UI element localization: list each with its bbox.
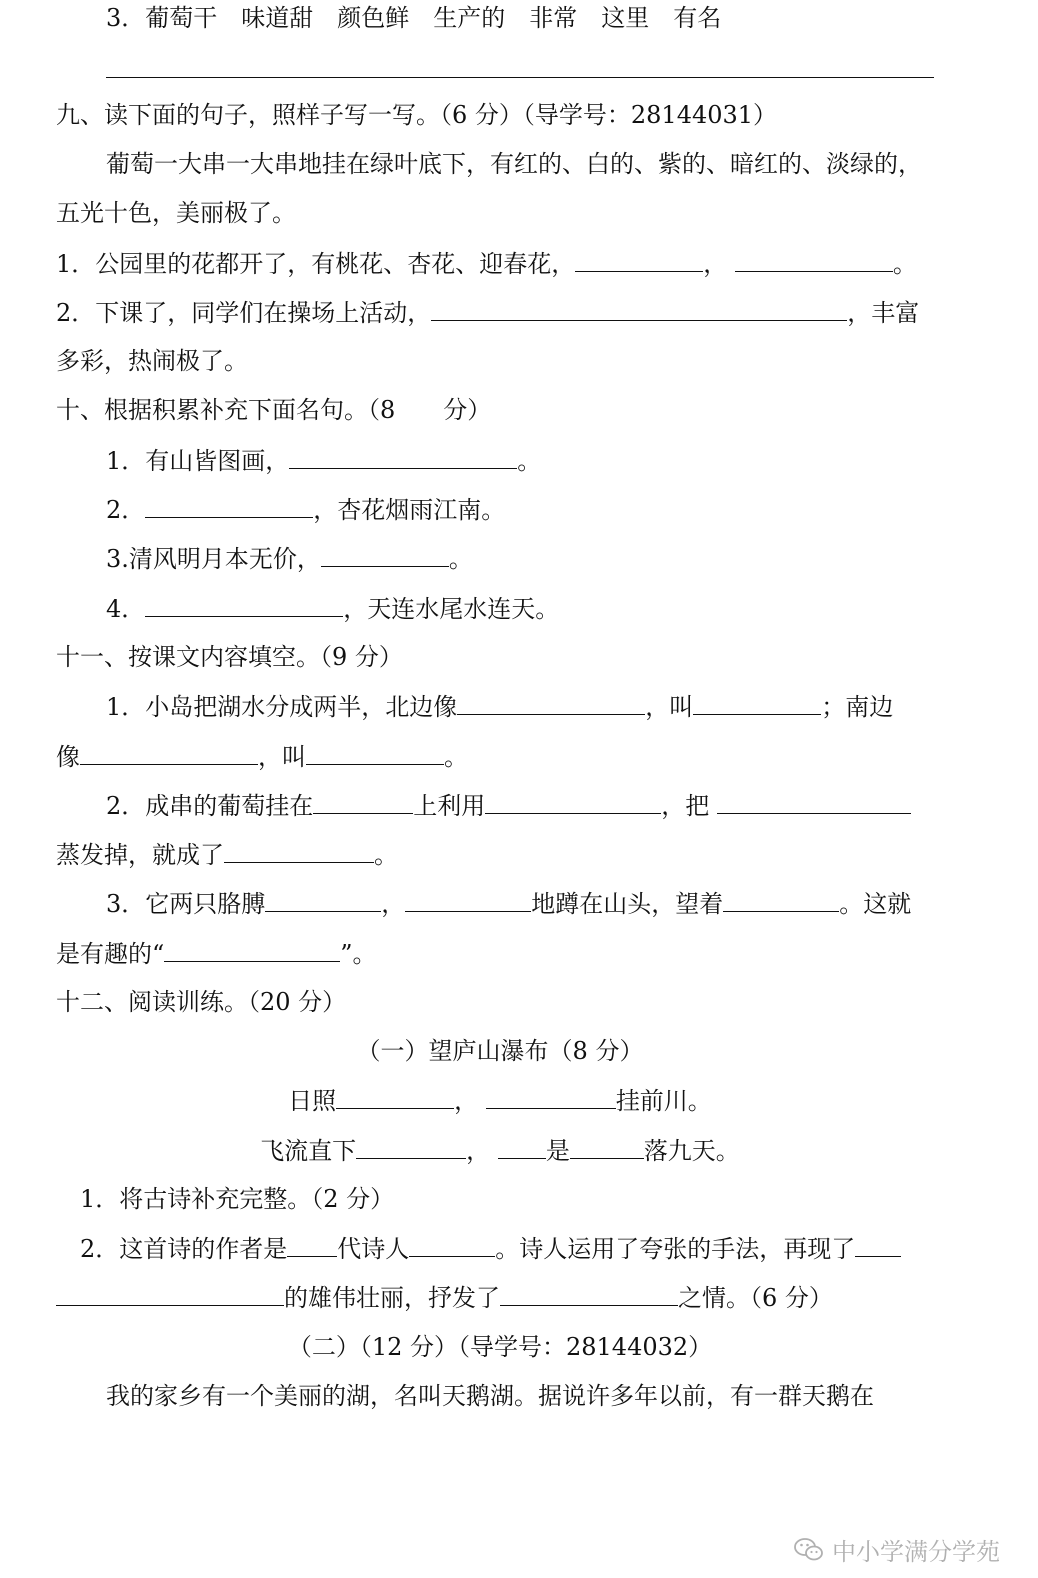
q9-example-line1: 葡萄一大串一大串地挂在绿叶底下，有红的、白的、紫的、暗红的、淡绿的， <box>106 150 922 178</box>
q11-text: 。 <box>444 743 468 771</box>
answer-line[interactable] <box>106 77 934 78</box>
answer-blank[interactable] <box>321 542 449 567</box>
poem-text: 落九天。 <box>643 1137 740 1165</box>
q11-item2 <box>106 789 911 822</box>
q12-q2 <box>80 1232 901 1265</box>
q11-text: 。 <box>374 841 398 869</box>
answer-blank[interactable] <box>145 493 313 518</box>
answer-blank[interactable] <box>457 690 645 715</box>
q11-text: 像 <box>56 743 80 771</box>
poem-text: 飞流直下 <box>260 1137 357 1165</box>
q10-item-post: 。 <box>517 447 542 475</box>
poem-text: 是 <box>545 1137 570 1165</box>
answer-blank[interactable] <box>486 1084 616 1109</box>
answer-blank[interactable] <box>723 887 839 912</box>
q9-example-line2: 五光十色，美丽极了。 <box>56 199 296 227</box>
q11-text: 地蹲在山头，望着 <box>531 890 724 918</box>
q9-heading: 九、读下面的句子，照样子写一写。（6 分）（导学号：28144031） <box>56 101 778 129</box>
q9-item2 <box>56 296 919 329</box>
q10-item-1 <box>106 444 541 477</box>
q12-passage-start: 我的家乡有一个美丽的湖，名叫天鹅湖。据说许多年以前，有一群天鹅在 <box>106 1382 874 1410</box>
answer-blank[interactable] <box>693 690 821 715</box>
answer-blank[interactable] <box>56 1281 284 1306</box>
q9-item2-line2: 多彩，热闹极了。 <box>56 347 248 375</box>
q11-text: 是有趣的“ <box>56 940 165 968</box>
q9-item1-text: 1．公园里的花都开了，有桃花、杏花、迎春花， <box>56 250 576 278</box>
q12-q1: 1．将古诗补充完整。（2 分） <box>80 1185 395 1213</box>
q10-item-pre: 2． <box>106 496 146 524</box>
q12-part2-title: （二）（12 分）（导学号：28144032） <box>287 1333 713 1361</box>
q11-text: ”。 <box>340 940 377 968</box>
poem-line-1 <box>0 1084 1000 1117</box>
answer-blank[interactable] <box>313 789 413 814</box>
q12-q2-line2 <box>56 1281 833 1314</box>
q9-item2-text: 2．下课了，同学们在操场上活动， <box>56 299 432 327</box>
q11-item2-line2 <box>56 838 398 871</box>
q10-item-pre: 4． <box>106 595 146 623</box>
answer-blank[interactable] <box>431 296 847 321</box>
q11-item3 <box>106 887 911 920</box>
watermark-text: 中小学满分学苑 <box>832 1538 1000 1566</box>
q11-text: 3．它两只胳膊 <box>106 890 266 918</box>
q11-item1-line2 <box>56 740 468 773</box>
poem-text: 日照 <box>288 1087 337 1115</box>
q10-item-post: ，天连水尾水连天。 <box>343 595 560 623</box>
answer-blank[interactable] <box>287 1232 337 1257</box>
q12-text: 。诗人运用了夸张的手法，再现了 <box>495 1235 856 1263</box>
wechat-icon <box>794 1537 824 1563</box>
answer-blank[interactable] <box>498 1134 546 1159</box>
answer-blank[interactable] <box>80 740 258 765</box>
q10-heading: 十、根据积累补充下面名句。（8 分） <box>56 396 492 424</box>
poem-line-2 <box>0 1134 1000 1167</box>
answer-blank[interactable] <box>500 1281 678 1306</box>
q10-item-4 <box>106 592 559 625</box>
q9-item1 <box>56 247 917 280</box>
answer-blank[interactable] <box>735 247 893 272</box>
answer-blank[interactable] <box>409 1232 495 1257</box>
poem-text: ， <box>466 1137 491 1165</box>
q12-part1-title: （一）望庐山瀑布（8 分） <box>356 1037 644 1065</box>
q12-heading: 十二、阅读训练。（20 分） <box>56 988 347 1016</box>
q12-text: 之情。（6 分） <box>678 1284 833 1312</box>
q11-text: 1．小岛把湖水分成两半，北边像 <box>106 693 458 721</box>
punct: 。 <box>892 250 917 278</box>
answer-blank[interactable] <box>265 887 381 912</box>
answer-blank[interactable] <box>405 887 531 912</box>
q11-text: ，叫 <box>645 693 694 721</box>
answer-blank[interactable] <box>289 444 517 469</box>
q12-text: 代诗人 <box>337 1235 410 1263</box>
answer-blank[interactable] <box>224 838 374 863</box>
answer-blank[interactable] <box>717 789 911 814</box>
q11-text: 2．成串的葡萄挂在 <box>106 792 314 820</box>
answer-blank[interactable] <box>855 1232 901 1257</box>
q10-item-pre: 1．有山皆图画， <box>106 447 290 475</box>
answer-blank[interactable] <box>336 1084 454 1109</box>
answer-blank[interactable] <box>575 247 703 272</box>
q9-item2-end: ，丰富 <box>847 299 920 327</box>
q11-text: ，把 <box>661 792 710 820</box>
q10-item-post: 。 <box>448 545 473 573</box>
q11-text: ；南边 <box>821 693 894 721</box>
q11-text: ， <box>381 890 406 918</box>
punct: ， <box>703 250 728 278</box>
q11-item3-line2 <box>56 937 377 970</box>
q11-text: 蒸发掉，就成了 <box>56 841 224 869</box>
q11-heading: 十一、按课文内容填空。（9 分） <box>56 643 403 671</box>
q10-item-2 <box>106 493 505 526</box>
q8-item3: 3．葡萄干 味道甜 颜色鲜 生产的 非常 这里 有名 <box>106 4 722 32</box>
q10-item-3 <box>106 542 473 575</box>
watermark <box>794 1532 1000 1567</box>
poem-text: 挂前川。 <box>615 1087 712 1115</box>
q10-item-pre: 3.清风明月本无价， <box>106 545 321 573</box>
q11-text: ，叫 <box>258 743 306 771</box>
answer-blank[interactable] <box>570 1134 644 1159</box>
q12-text: 的雄伟壮丽，抒发了 <box>284 1284 500 1312</box>
q11-item1 <box>106 690 893 723</box>
q10-item-post: ，杏花烟雨江南。 <box>313 496 506 524</box>
answer-blank[interactable] <box>306 740 444 765</box>
answer-blank[interactable] <box>164 937 340 962</box>
q12-text: 2．这首诗的作者是 <box>80 1235 288 1263</box>
answer-blank[interactable] <box>145 592 343 617</box>
poem-text: ， <box>454 1087 479 1115</box>
q11-text: 。这就 <box>839 890 912 918</box>
answer-blank[interactable] <box>485 789 661 814</box>
q11-text: 上利用 <box>413 792 486 820</box>
answer-blank[interactable] <box>356 1134 466 1159</box>
